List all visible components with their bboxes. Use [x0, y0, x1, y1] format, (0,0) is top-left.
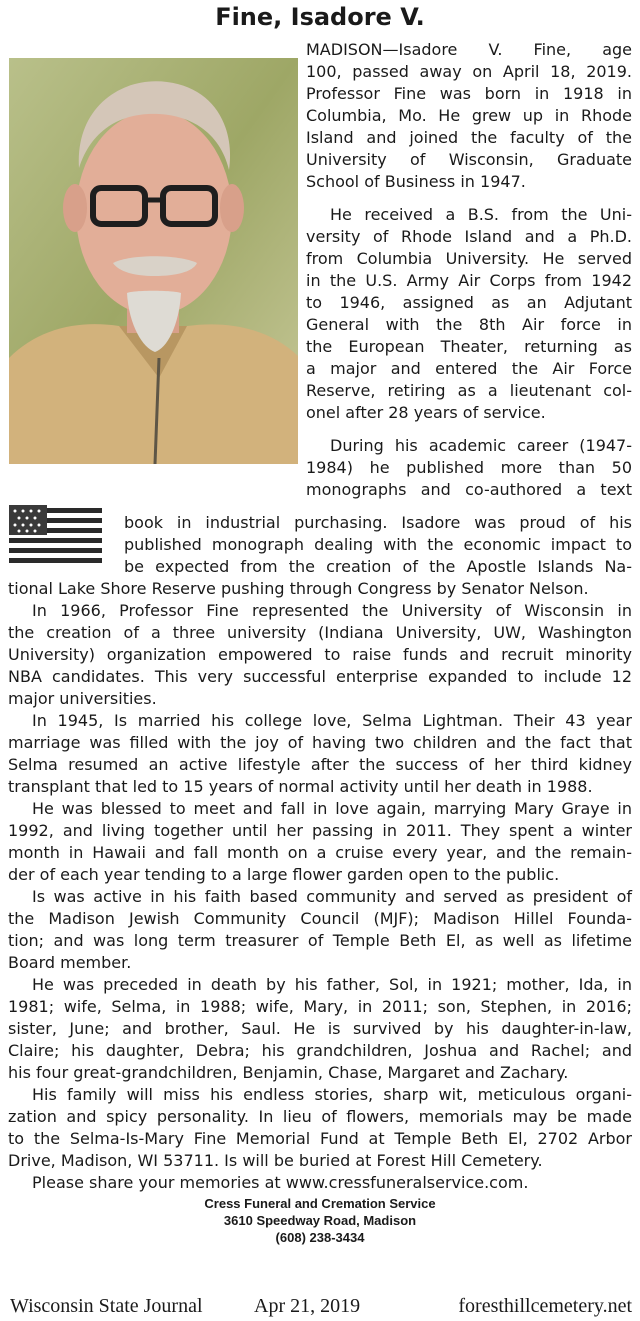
body-line: University of Wisconsin, Graduate [306, 150, 632, 169]
body-line: monographs and co-authored a text [306, 480, 632, 499]
body-line: published monograph dealing with the economic impact to [124, 535, 632, 554]
credits-bar [8, 1294, 632, 1318]
body-line: In 1945, Is married his college love, Selma Lightman. Their 43 year [32, 711, 632, 730]
body-line: Selma resumed an active lifestyle after the success of her third kidney [8, 755, 632, 774]
body-line: During his academic career (1947- [330, 436, 632, 455]
body-line: 1992, and living together until her passing in 2011. They spent a winter [8, 821, 632, 840]
body-line: tion; and was long term treasurer of Temple Beth El, as well as lifetime [8, 931, 632, 950]
body-line: the Madison Jewish Community Council (MJF); Madison Hillel Founda- [8, 909, 632, 928]
body-line: be expected from the creation of the Apostle Islands Na- [124, 557, 632, 576]
body-line: 1984) he published more than 50 [306, 458, 632, 477]
body-line: Columbia, Mo. He grew up in Rhode [306, 106, 632, 125]
body-line: General with the 8th Air force in [306, 315, 632, 334]
portrait-illustration [9, 58, 298, 464]
body-line: He was blessed to meet and fall in love again, marrying Mary Graye in [32, 799, 632, 818]
body-line: In 1966, Professor Fine represented the University of Wisconsin in [32, 601, 632, 620]
body-line: MADISON—Isadore V. Fine, age [306, 40, 632, 59]
publication-date: Apr 21, 2019 [254, 1295, 361, 1317]
body-line: marriage was filled with the joy of having two children and the fact that [8, 733, 632, 752]
body-line: He was preceded in death by his father, Sol, in 1921; mother, Ida, in [32, 975, 632, 994]
body-line: his four great-grandchildren, Benjamin, Chase, Margaret and Zachary. [8, 1063, 569, 1082]
body-line: Reserve, retiring as a lieutenant col- [306, 381, 632, 400]
funeral-home-address: 3610 Speedway Road, Madison [223, 1213, 417, 1228]
body-line: to the Selma-Is-Mary Fine Memorial Fund at Temple Beth El, 2702 Arbor [8, 1129, 632, 1148]
body-line: transplant that led to 15 years of normal activity until her death in 1988. [8, 777, 593, 796]
body-line: tional Lake Shore Reserve pushing through Congress by Senator Nelson. [8, 579, 589, 598]
body-line: School of Business in 1947. [306, 172, 526, 191]
body-line: major universities. [8, 689, 157, 708]
body-line: He received a B.S. from the Uni- [330, 205, 632, 224]
body-line: Drive, Madison, WI 53711. Is will be buried at Forest Hill Cemetery. [8, 1151, 543, 1170]
body-line: from Columbia University. He served [306, 249, 632, 268]
body-line: Is was active in his faith based community and served as president of [32, 887, 632, 906]
portrait-photo [9, 58, 298, 464]
body-line: a major and entered the Air Force [306, 359, 632, 378]
funeral-home-name: Cress Funeral and Cremation Service [204, 1196, 436, 1211]
body-line: the European Theater, returning as [306, 337, 632, 356]
body-line: 100, passed away on April 18, 2019. [306, 62, 632, 81]
funeral-home-phone: (608) 238-3434 [275, 1230, 365, 1245]
source-publication: Wisconsin State Journal [10, 1295, 203, 1317]
body-line: to 1946, assigned as an Adjutant [306, 293, 632, 312]
body-line: Board member. [8, 953, 132, 972]
body-line: the creation of a three university (Indiana University, UW, Washington [8, 623, 632, 642]
body-line: Claire; his daughter, Debra; his grandchildren, Joshua and Rachel; and [8, 1041, 632, 1060]
body-line: month in Hawaii and fall month on a cruise every year, and the remain- [8, 843, 632, 862]
body-line: University) organization empowered to raise funds and recruit minority [8, 645, 632, 664]
body-line: Island and joined the faculty of the [306, 128, 632, 147]
body-line: 1981; wife, Selma, in 1988; wife, Mary, in 2011; son, Stephen, in 2016; [8, 997, 632, 1016]
body-line: NBA candidates. This very successful enterprise expanded to include 12 [8, 667, 632, 686]
body-line: Professor Fine was born in 1918 in [306, 84, 632, 103]
body-line: His family will miss his endless stories, sharp wit, meticulous organi- [32, 1085, 632, 1104]
body-line: in the U.S. Army Air Corps from 1942 [306, 271, 632, 290]
body-line: Please share your memories at www.cressfuneralservice.com. [32, 1173, 529, 1192]
body-line: onel after 28 years of service. [306, 403, 546, 422]
body-line: book in industrial purchasing. Isadore was proud of his [124, 513, 632, 532]
website-link[interactable]: foresthillcemetery.net [458, 1295, 632, 1317]
body-line: versity of Rhode Island and a Ph.D. [306, 227, 632, 246]
body-line: sister, June; and brother, Saul. He is survived by his daughter-in-law, [8, 1019, 632, 1038]
body-line: der of each year tending to a large flower garden open to the public. [8, 865, 560, 884]
obituary-title: Fine, Isadore V. [215, 3, 425, 31]
body-line: zation and spicy personality. In lieu of flowers, memorials may be made [8, 1107, 632, 1126]
american-flag-icon [9, 505, 102, 567]
